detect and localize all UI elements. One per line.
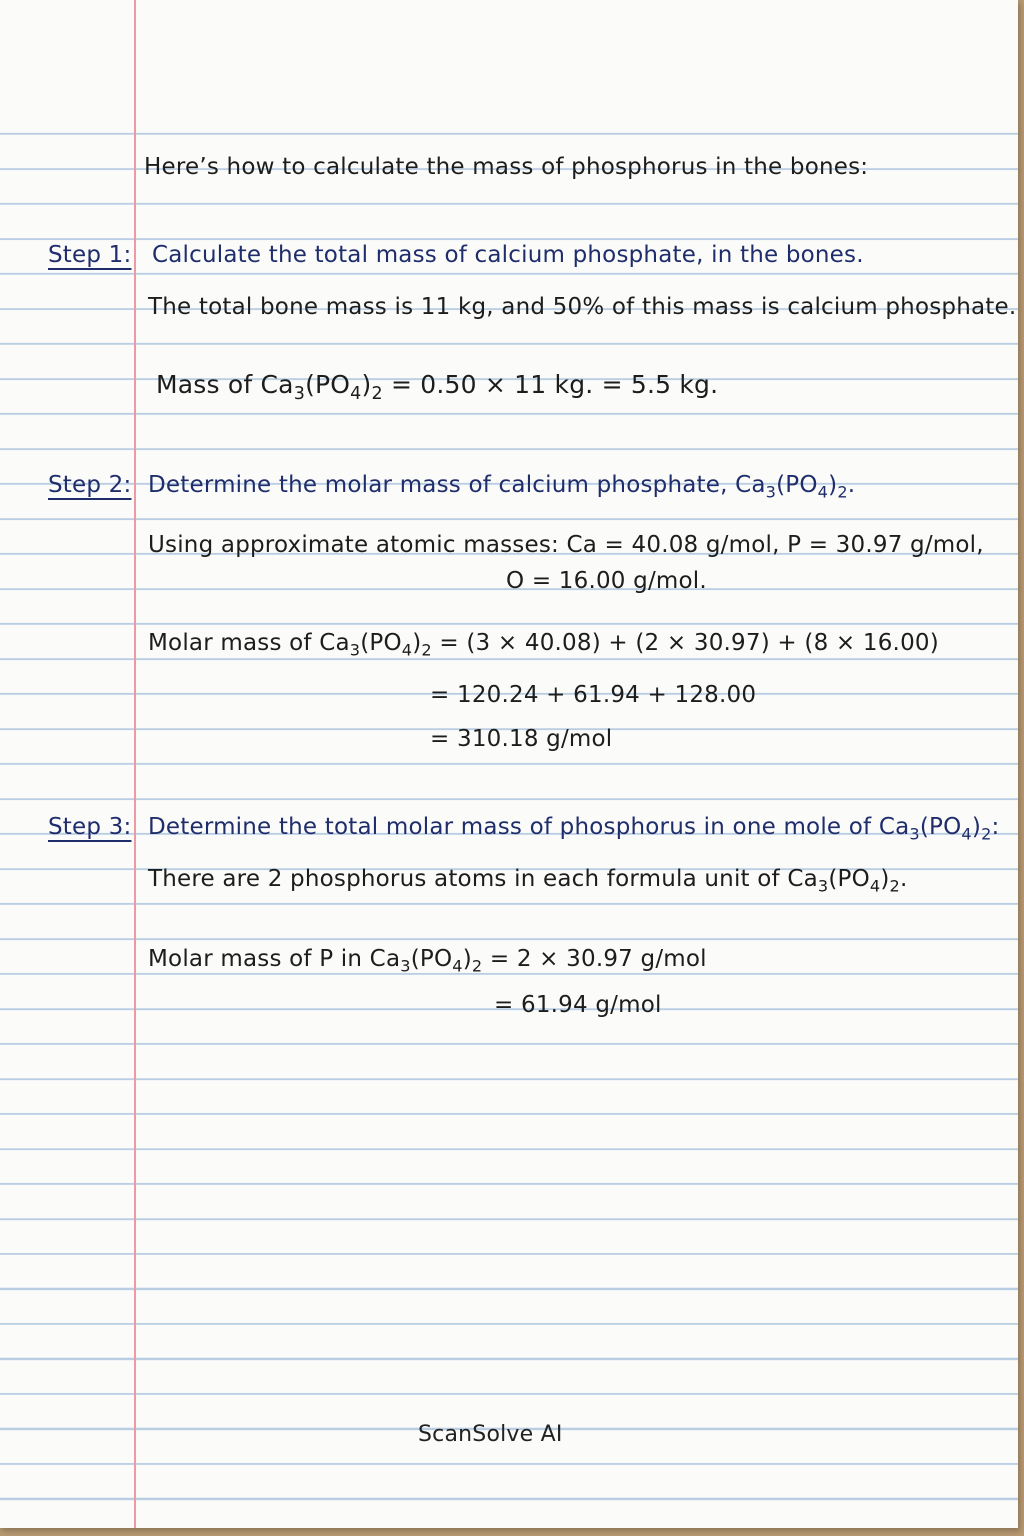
step2-molar-mass-line3: = 310.18 g/mol (430, 726, 613, 752)
step1-equation: Mass of $Ca_3(PO_4)_2 = 0.50 \times 11$ kg. = 5.5 kg. (156, 370, 719, 404)
intro-text: Here’s how to calculate the mass of phosphorus in the bones: (144, 154, 869, 180)
step1-label: Step 1: (48, 242, 132, 268)
step3-line1: There are 2 phosphorus atoms in each formula unit of $Ca_3(PO_4)_2$. (148, 866, 908, 896)
footer-watermark: ScanSolve AI (418, 1422, 563, 1447)
step3-phosphorus-line2: = 61.94 g/mol (494, 992, 662, 1018)
margin-line (134, 0, 136, 1528)
step3-label: Step 3: (48, 814, 132, 840)
step1-line1: The total bone mass is 11 kg, and 50% of this mass is calcium phosphate. (148, 294, 1017, 320)
paper-header-area (0, 0, 1018, 120)
step2-line2: O = 16.00 g/mol. (506, 568, 707, 594)
step3-title: Determine the total molar mass of phosphorus in one mole of $Ca_3(PO_4)_2$: (148, 814, 1000, 844)
step3-phosphorus-eq: Molar mass of P in $Ca_3(PO_4)_2 = 2 \times 30.97$ g/mol (148, 946, 707, 976)
step2-line1: Using approximate atomic masses: Ca = 40.08 g/mol, P = 30.97 g/mol, (148, 532, 984, 558)
step1-title: Calculate the total mass of calcium phosphate, in the bones. (152, 242, 864, 268)
step2-molar-mass-eq: Molar mass of $Ca_3(PO_4)_2 = (3 \times 40.08) + (2 \times 30.97) + (8 \times 16.00)$ (148, 630, 939, 660)
step2-title: Determine the molar mass of calcium phosphate, $Ca_3(PO_4)_2$. (148, 472, 856, 502)
step2-molar-mass-line2: = 120.24 + 61.94 + 128.00 (430, 682, 757, 708)
step2-label: Step 2: (48, 472, 132, 498)
